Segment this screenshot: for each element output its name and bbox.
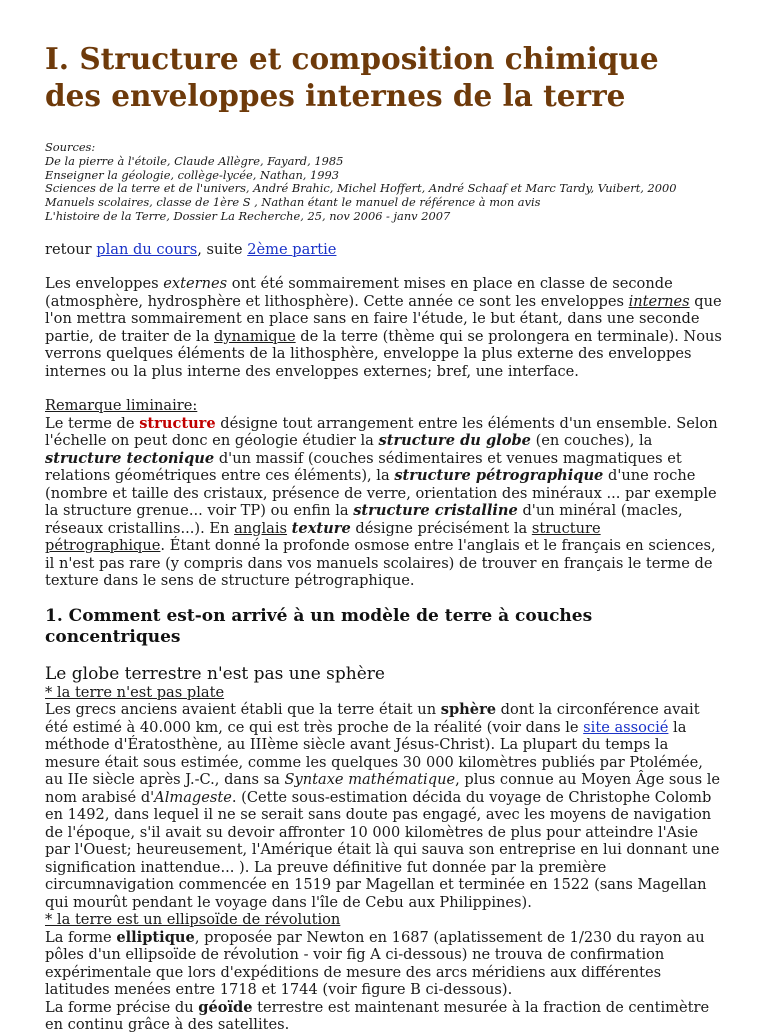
text-run: (en couches), la	[530, 432, 653, 450]
emphasis-text: sphère	[440, 701, 497, 719]
nav-text-retour: retour	[45, 240, 97, 258]
source-item: De la pierre à l'étoile, Claude Allègre, Fayard, 1985	[45, 153, 344, 168]
text-run: terrestre est maintenant mesurée à la fraction de centimètre en continu grâce à des satellites.	[45, 998, 710, 1034]
emphasis-text: texture	[291, 519, 351, 537]
text-run: d'un minéral (macles, réseaux cristallins...). En	[45, 502, 683, 537]
emphasis-text: structure pétrographique	[394, 467, 604, 485]
remark-block	[45, 397, 722, 590]
emphasis-text: dynamique	[214, 327, 296, 345]
nav-text-suite: , suite	[197, 240, 248, 258]
emphasis-text: internes	[628, 292, 690, 310]
text-run: dont la circonférence avait été estimé à 40.000 km, ce qui est très proche de la réalité (voir dans le	[45, 701, 700, 736]
intro-paragraph	[45, 275, 722, 380]
text-run: . Étant donné la profonde osmose entre l'anglais et le français en sciences, il n'est pas rare (y compris dans vos manuels scolaires) de trouver en français le terme de texture dans le sens de structure pétrographique.	[45, 537, 716, 590]
text-run: . (Cette sous-estimation décida du voyage de Christophe Colomb en 1492, dans lequel il ne se serait sans doute pas engagé, avec les moyens de navigation de l'époque, s'il avait su devoir affronter 10 000 kilomètres de plus pour atteindre l'Asie par l'Ouest; heureusement, l'Amérique était là qui sauva son entreprise en lui donnant une signification inattendue... ). La preuve définitive fut donnée par la première circumnavigation commencée en 1519 par Magellan et terminée en 1522 (sans Magellan qui mourût pendant le voyage dans l'île de Cebu aux Philippines).	[45, 788, 720, 911]
subsection-heading: Le globe terrestre n'est pas une sphère	[45, 663, 385, 684]
text-run: , proposée par Newton en 1687 (aplatissement de 1/230 du rayon au pôles d'un ellipsoïde de révolution - voir fig A ci-dessous) ne trouva de confirmation expérimentale que lors d'expéditions de mesure des arcs méridiens aux différentes latitudes menées entre 1718 et 1744 (voir figure B ci-dessous).	[45, 928, 705, 999]
source-item: Manuels scolaires, classe de 1ère S , Nathan étant le manuel de référence à mon avis	[45, 195, 541, 210]
emphasis-text: géoïde	[198, 998, 253, 1016]
text-run: d'un massif (couches sédimentaires et venues magmatiques et relations géométriques entre ces éléments), la	[45, 449, 682, 485]
point-geoid-paragraph	[45, 999, 722, 1034]
text-run: La forme précise du	[45, 998, 199, 1016]
text-run: Les grecs anciens avaient établi que la terre était un	[45, 701, 441, 719]
text-run: désigne tout arrangement entre les éléments d'un ensemble. Selon l'échelle on peut donc en géologie étudier la	[45, 414, 718, 450]
point-flat-earth-paragraph	[45, 701, 722, 911]
point-ellipsoid-paragraph	[45, 929, 722, 999]
remark-paragraph	[45, 415, 722, 590]
text-run: Les enveloppes	[45, 275, 164, 293]
source-item: L'histoire de la Terre, Dossier La Recherche, 25, nov 2006 - janv 2007	[45, 208, 451, 223]
text-run: La forme	[45, 928, 117, 946]
emphasis-text: Almageste	[154, 788, 232, 806]
text-run: , plus connue au Moyen Âge sous le nom arabisé d'	[45, 771, 721, 806]
section-heading: 1. Comment est-on arrivé à un modèle de terre à couches concentriques	[45, 605, 593, 647]
remark-title: Remarque liminaire:	[45, 397, 198, 415]
course-plan-link[interactable]: plan du cours	[96, 240, 198, 258]
emphasis-text: elliptique	[116, 928, 195, 946]
text-run: désigne précisément la	[350, 519, 532, 537]
sources-list	[45, 141, 722, 224]
emphasis-text: structure	[139, 414, 216, 432]
emphasis-text: anglais	[234, 519, 288, 537]
emphasis-text: structure du globe	[378, 432, 531, 450]
emphasis-text: Syntaxe mathématique	[284, 771, 456, 789]
source-item: Sciences de la terre et de l'univers, André Brahic, Michel Hoffert, André Schaaf et Marc Tardy, Vuibert, 2000	[45, 181, 677, 196]
source-item: Enseigner la géologie, collège-lycée, Nathan, 1993	[45, 167, 340, 182]
part-two-link[interactable]: 2ème partie	[247, 240, 337, 258]
text-run: de la terre (thème qui se prolongera en terminale). Nous verrons quelques éléments de la lithosphère, enveloppe la plus externe des enveloppes internes ou la plus interne des enveloppes externes; bref, une interface.	[45, 327, 722, 380]
text-run: Le terme de	[45, 414, 140, 432]
point-flat-earth-title: * la terre n'est pas plate	[45, 683, 225, 701]
sources-label: Sources:	[45, 140, 96, 154]
point-ellipsoid-title: * la terre est un ellipsoïde de révolution	[45, 911, 341, 929]
text-run: d'une roche (nombre et taille des cristaux, présence de verre, orientation des minéraux ... par exemple la structure grenue... voir TP) ou enfin la	[45, 467, 717, 520]
nav-line	[45, 241, 722, 259]
text-run: la méthode d'Ératosthène, au IIIème siècle avant Jésus-Christ). La plupart du temps la mesure était sous estimée, comme les quelques 30 000 kilomètres publiés par Ptolémée, au IIe siècle après J.-C., dans sa	[45, 718, 703, 789]
associated-site-link[interactable]: site associé	[583, 718, 669, 736]
emphasis-text: structure cristalline	[353, 502, 518, 520]
emphasis-text: structure pétrographique	[45, 519, 601, 555]
emphasis-text: externes	[163, 275, 228, 293]
text-run: ont été sommairement mises en place en classe de seconde (atmosphère, hydrosphère et lithosphère). Cette année ce sont les enveloppes	[45, 275, 673, 310]
page-title: I. Structure et composition chimique des enveloppes internes de la terre	[45, 41, 659, 113]
emphasis-text: structure tectonique	[45, 449, 215, 467]
text-run: que l'on mettra sommairement en place sans en faire l'étude, le but étant, dans une seconde partie, de traiter de la	[45, 292, 722, 345]
